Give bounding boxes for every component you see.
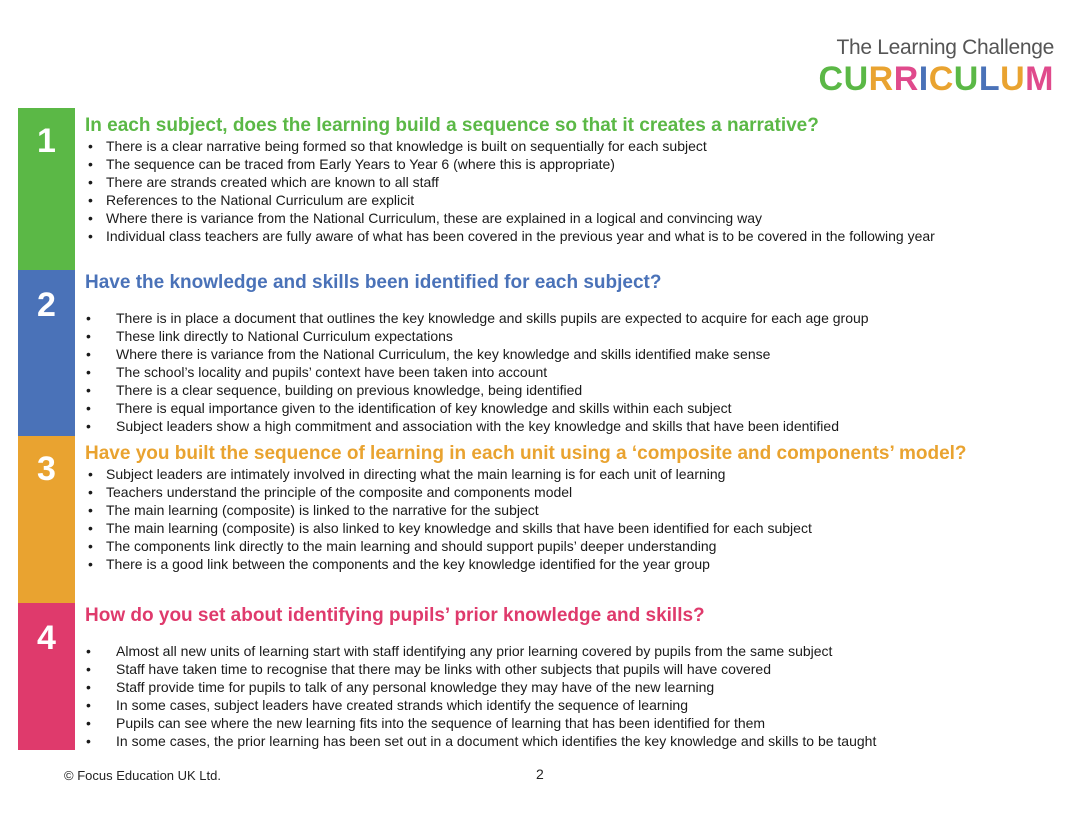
list-item: • The main learning (composite) is linked to the narrative for the subject [85,501,1068,519]
logo [819,36,1055,96]
logo-letter: U [843,60,869,98]
section-number-band [18,108,75,270]
section-heading: How do you set about identifying pupils’ prior knowledge and skills? [85,605,705,626]
list-item: • There is in place a document that outlines the key knowledge and skills pupils are expected to acquire for each age group [85,309,1068,327]
list-item: • There is a clear sequence, building on previous knowledge, being identified [85,381,1068,399]
logo-letter: R [893,60,919,98]
footer-copyright: © Focus Education UK Ltd. [64,768,221,783]
list-item: • In some cases, the prior learning has been set out in a document which identifies the key knowledge and skills to be taught [85,732,1068,750]
page-number: 2 [536,766,544,782]
section-2 [18,270,1068,436]
list-item: • Where there is variance from the National Curriculum, these are explained in a logical and convincing way [85,209,1068,227]
list-item: • References to the National Curriculum are explicit [85,191,1068,209]
logo-letter: U [953,60,979,98]
section-content [85,603,1068,750]
list-item: • The school’s locality and pupils’ context have been taken into account [85,363,1068,381]
list-item: • There are strands created which are known to all staff [85,173,1068,191]
section-number: 2 [37,286,56,324]
list-item: • Almost all new units of learning start with staff identifying any prior learning covered by pupils from the same subject [85,642,1068,660]
bullet-list [85,309,1068,435]
bullet-list [85,137,1068,245]
list-item: • Pupils can see where the new learning fits into the sequence of learning that has been identified for them [85,714,1068,732]
section-1 [18,108,1068,270]
list-item: • In some cases, subject leaders have created strands which identify the sequence of learning [85,696,1068,714]
logo-letter: L [978,60,1001,98]
logo-title: The Learning Challenge [836,36,1054,59]
list-item: • These link directly to National Curriculum expectations [85,327,1068,345]
section-3 [18,436,1068,603]
logo-letter: R [868,60,894,98]
logo-letter: C [818,60,844,98]
list-item: • There is a clear narrative being formed so that knowledge is built on sequentially for each subject [85,137,1068,155]
list-item: • Staff provide time for pupils to talk of any personal knowledge they may have of the new learning [85,678,1068,696]
logo-letter: M [1025,60,1054,98]
section-4 [18,603,1068,750]
section-number-band [18,436,75,603]
logo-curriculum [819,62,1055,96]
section-content [85,108,1068,245]
section-number-band [18,603,75,750]
logo-letter: I [918,60,929,98]
section-heading: Have you built the sequence of learning in each unit using a ‘composite and components’ model? [85,443,967,464]
logo-letter: C [928,60,954,98]
list-item: • Where there is variance from the National Curriculum, the key knowledge and skills identified make sense [85,345,1068,363]
section-number: 4 [37,619,56,657]
section-number-band [18,270,75,436]
list-item: • The main learning (composite) is also linked to key knowledge and skills that have been identified for each subject [85,519,1068,537]
section-content [85,436,1068,573]
list-item: • There is a good link between the components and the key knowledge identified for the year group [85,555,1068,573]
list-item: • Subject leaders show a high commitment and association with the key knowledge and skills that have been identified [85,417,1068,435]
list-item: • Subject leaders are intimately involved in directing what the main learning is for each unit of learning [85,465,1068,483]
logo-letter: U [1000,60,1026,98]
list-item: • The components link directly to the main learning and should support pupils’ deeper understanding [85,537,1068,555]
list-item: • The sequence can be traced from Early Years to Year 6 (where this is appropriate) [85,155,1068,173]
section-number: 3 [37,450,56,488]
list-item: • Staff have taken time to recognise that there may be links with other subjects that pupils will have covered [85,660,1068,678]
bullet-list [85,642,1068,750]
list-item: • Individual class teachers are fully aware of what has been covered in the previous year and what is to be covered in the following year [85,227,1068,245]
section-content [85,270,1068,435]
bullet-list [85,465,1068,573]
list-item: • Teachers understand the principle of the composite and components model [85,483,1068,501]
section-heading: In each subject, does the learning build a sequence so that it creates a narrative? [85,115,819,136]
section-number: 1 [37,122,56,160]
list-item: • There is equal importance given to the identification of key knowledge and skills within each subject [85,399,1068,417]
section-heading: Have the knowledge and skills been identified for each subject? [85,272,662,293]
